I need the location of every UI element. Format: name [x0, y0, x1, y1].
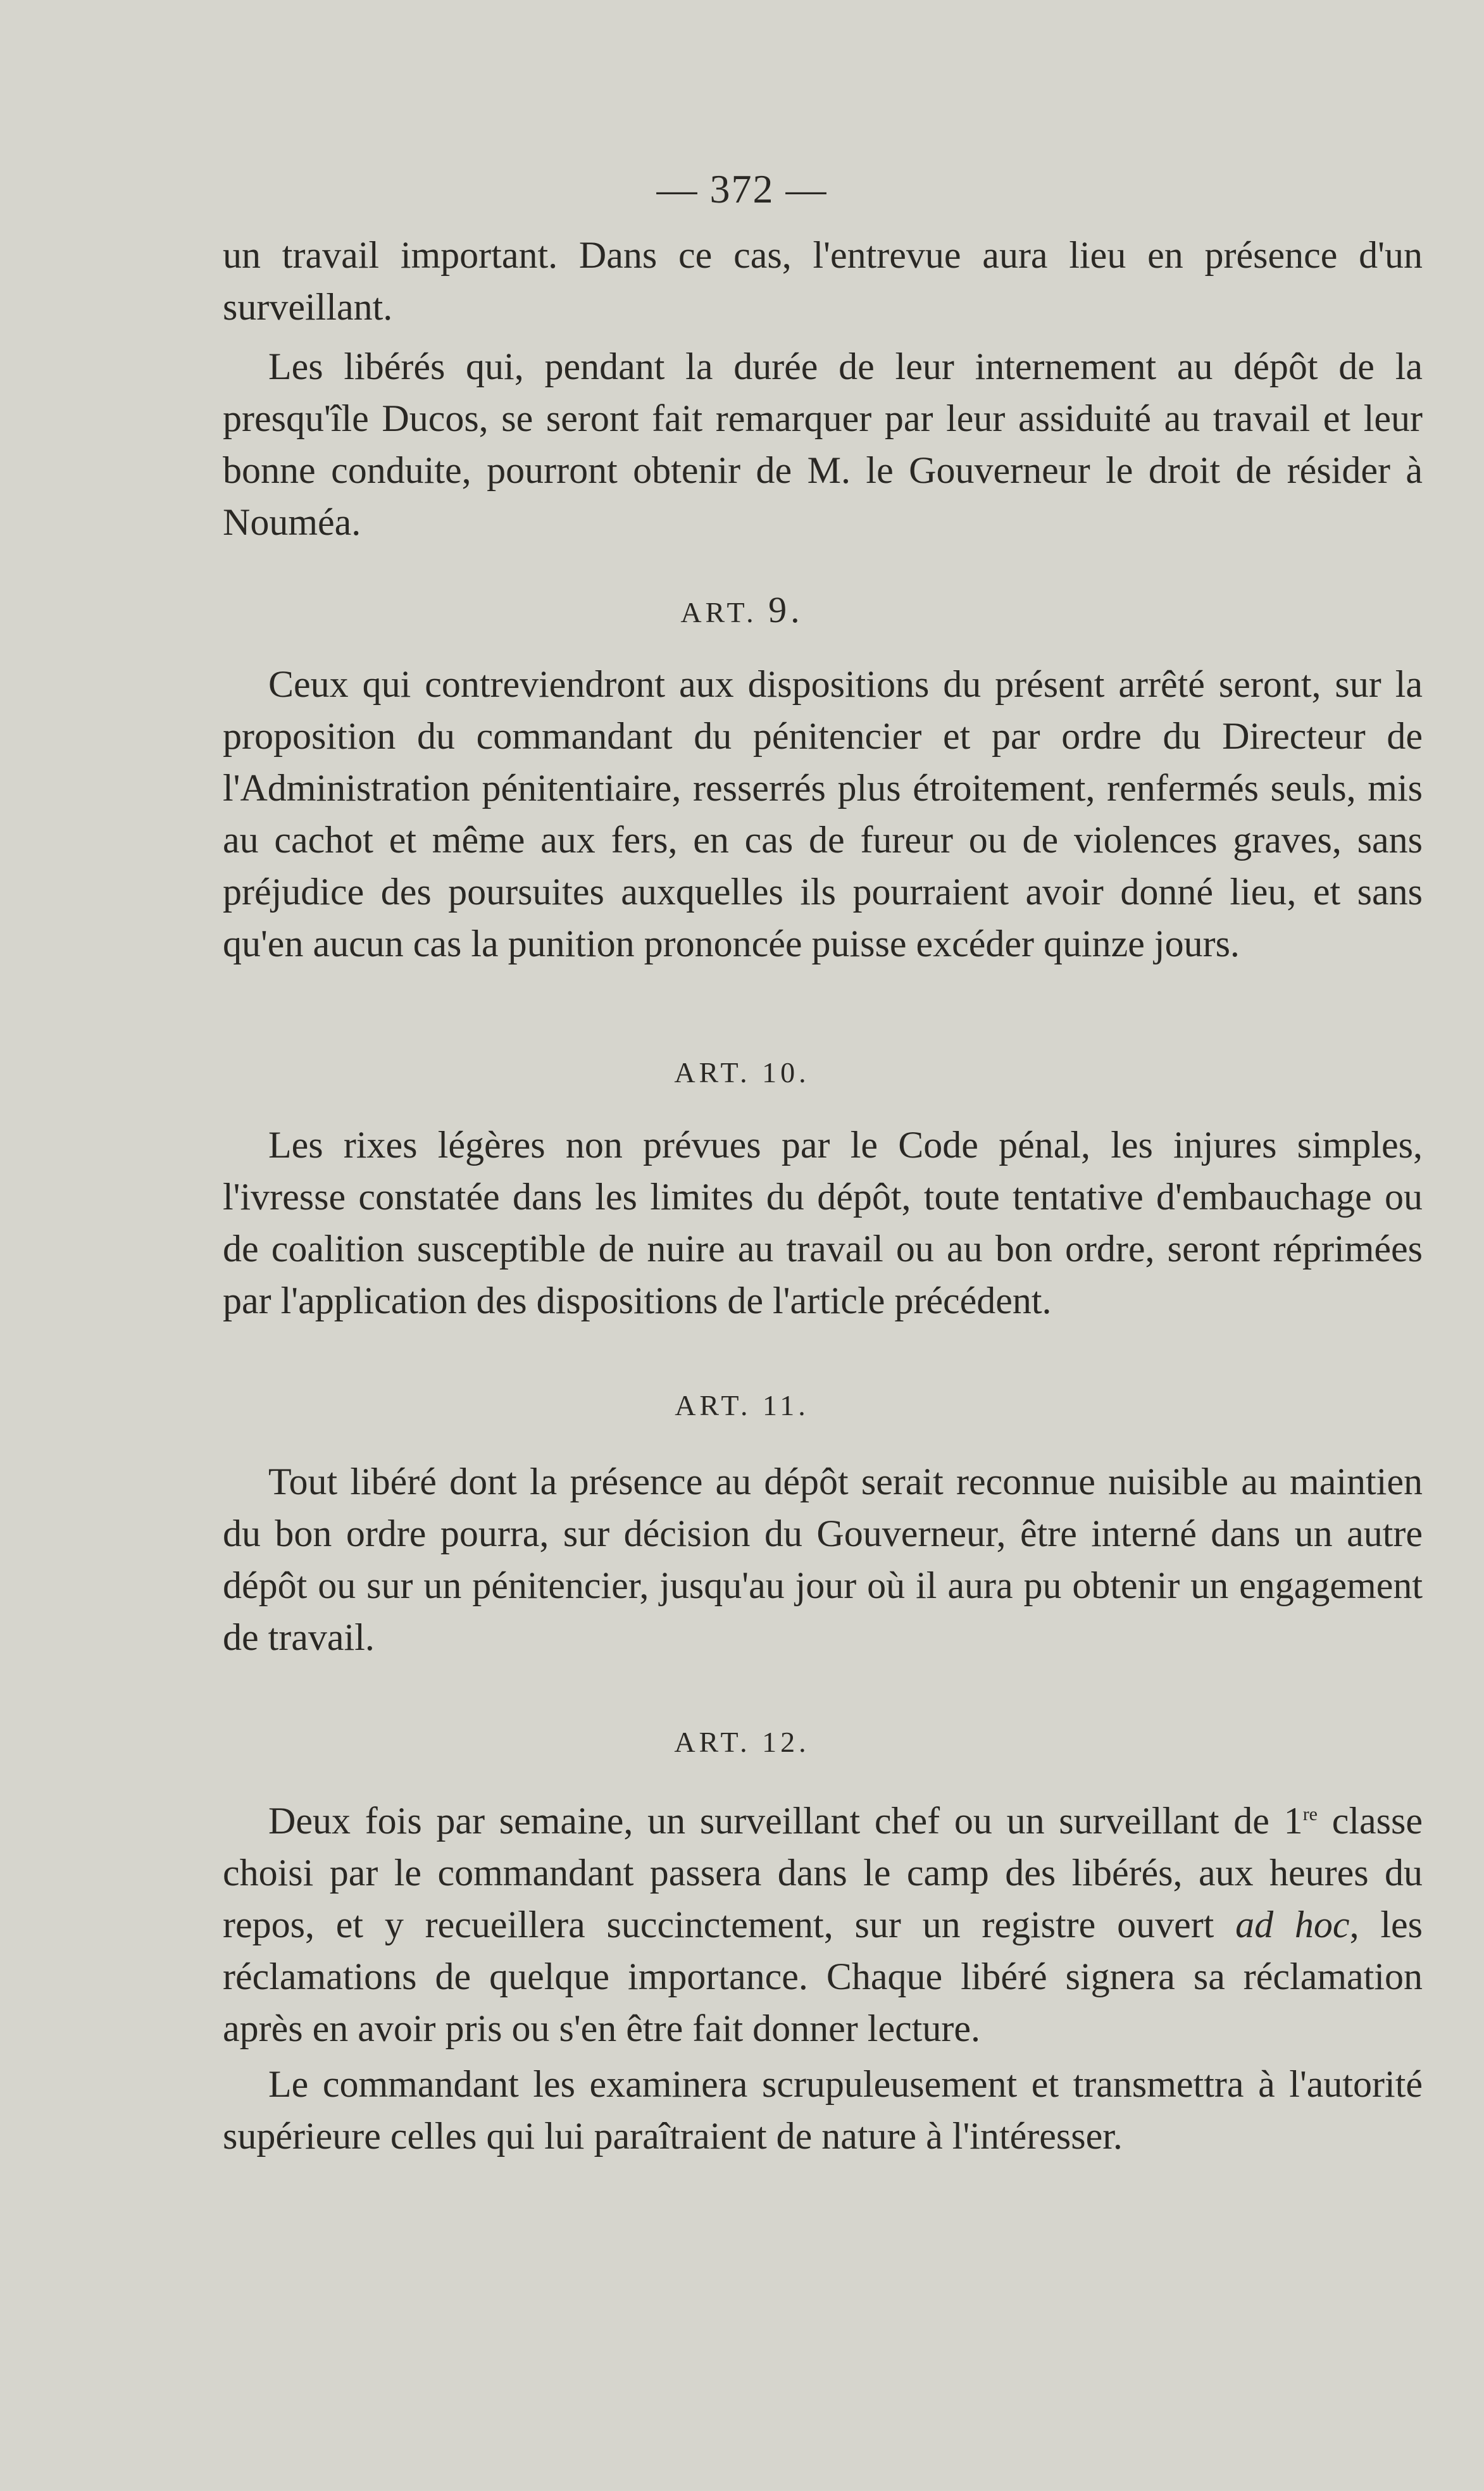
paragraph-continuation [223, 229, 1423, 333]
article-label: ART. [675, 1389, 752, 1421]
text-segment: , les réclamations de quelque importance. Chaque libéré signera sa réclamation après en avoir pris ou s'en être fait donner lecture. [223, 1904, 1423, 2049]
superscript-ordinal: re [1302, 1804, 1318, 1825]
paragraph-text: un travail important. Dans ce cas, l'entrevue aura lieu en présence d'un surveillant. [223, 234, 1423, 328]
paragraph-text: Les rixes légères non prévues par le Code pénal, les injures simples, l'ivresse constatée dans les limites du dépôt, toute tentative d'embauchage ou de coalition susceptible de nuire au travail ou au bon ordre, seront réprimées par l'application des dispositions de l'article précédent. [223, 1124, 1423, 1321]
article-11-text [223, 1456, 1423, 1663]
article-heading-10 [0, 1056, 1484, 1089]
paragraph-text: Les libérés qui, pendant la durée de leur internement au dépôt de la presqu'île Ducos, se seront fait remarquer par leur assiduité au travail et leur bonne conduite, pourront obtenir de M. le Gouverneur le droit de résider à Nouméa. [223, 346, 1423, 543]
article-number: 12. [762, 1726, 810, 1758]
paragraph-text: Tout libéré dont la présence au dépôt serait reconnue nuisible au maintien du bon ordre pourra, sur décision du Gouverneur, être interné dans un autre dépôt ou sur un pénitencier, jusqu'au jour où il aura pu obtenir un engagement de travail. [223, 1461, 1423, 1658]
italic-latin-phrase: ad hoc [1235, 1904, 1350, 1945]
article-9-text [223, 658, 1423, 970]
article-number: 10. [762, 1056, 810, 1089]
article-label: ART. [674, 1056, 751, 1089]
article-number: 11. [763, 1389, 809, 1421]
page-number: — 372 — [656, 166, 828, 211]
paragraph-liberes [223, 340, 1423, 548]
article-number: 9. [768, 589, 804, 630]
article-heading-11 [0, 1389, 1484, 1422]
article-12-text [223, 1789, 1423, 2162]
paragraph-text: Le commandant les examinera scrupuleusement et transmettra à l'autorité supérieure celles qui lui paraîtraient de nature à l'intéresser. [223, 2063, 1423, 2157]
text-segment: Deux fois par semaine, un surveillant chef ou un surveillant de 1 [268, 1800, 1303, 1842]
paragraph-text [223, 1789, 1423, 2054]
article-heading-9 [0, 589, 1484, 631]
article-10-text [223, 1119, 1423, 1327]
paragraph-text: Ceux qui contreviendront aux dispositions du présent arrêté seront, sur la proposition du commandant du pénitencier et par ordre du Directeur de l'Administration pénitentiaire, resserrés plus étroitement, renfermés seuls, mis au cachot et même aux fers, en cas de fureur ou de violences graves, sans préjudice des poursuites auxquelles ils pourraient avoir donné lieu, et sans qu'en aucun cas la punition prononcée puisse excéder quinze jours. [223, 663, 1423, 965]
article-heading-12 [0, 1725, 1484, 1759]
article-label: ART. [674, 1726, 751, 1758]
article-label: ART. [680, 596, 758, 628]
text-segment: classe choisi par le commandant passera dans le camp des libérés, aux heures du repos, et y recueillera succinctement, sur un registre ouvert [223, 1800, 1423, 1945]
